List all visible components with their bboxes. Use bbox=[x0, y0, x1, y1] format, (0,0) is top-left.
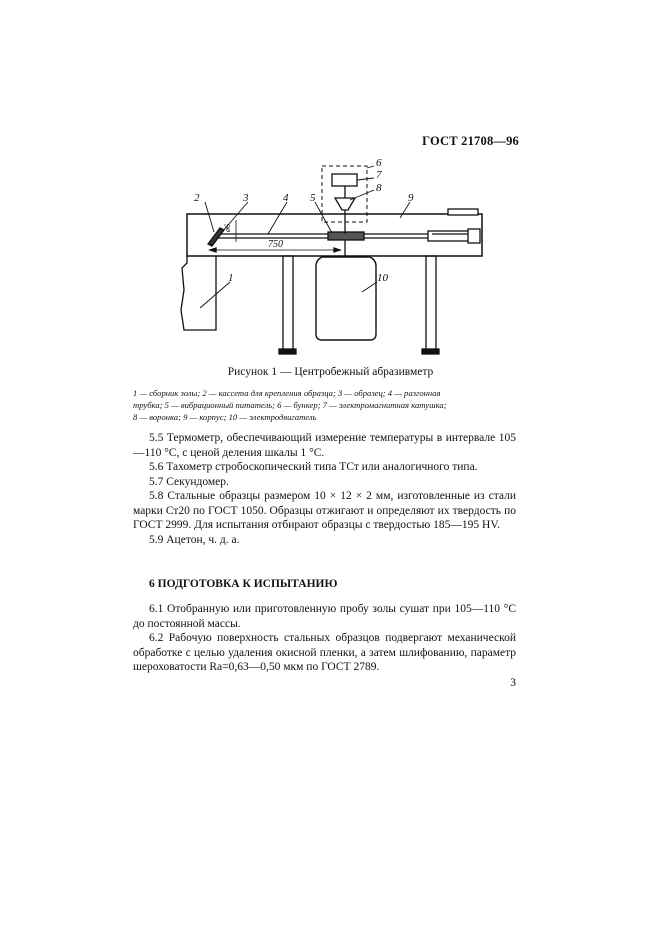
leg-left bbox=[283, 256, 293, 350]
section-5-items bbox=[133, 431, 516, 547]
paragraph-5-5: 5.5 Термометр, обеспечивающий измерение температуры в интервале 105—110 °С, с ценой деления шкалы 1 °С. bbox=[133, 432, 516, 459]
document-header-id: ГОСТ 21708—96 bbox=[422, 134, 519, 148]
legend-line: 1 — сборник золы; 2 — кассета для крепления образца; 3 — образец; 4 — разгонная bbox=[133, 388, 441, 398]
leg-right bbox=[426, 256, 436, 350]
label-1: 1 bbox=[228, 272, 234, 284]
hopper-coil bbox=[332, 174, 357, 186]
section-6-title: 6 ПОДГОТОВКА К ИСПЫТАНИЮ bbox=[149, 578, 338, 590]
label-5: 5 bbox=[310, 192, 316, 204]
section-6-items bbox=[133, 602, 516, 675]
dimension-label-750: 750 bbox=[268, 239, 283, 250]
label-3: 3 bbox=[243, 192, 249, 204]
paragraph-5-7: 5.7 Секундомер. bbox=[149, 475, 229, 488]
legend-line: 8 — воронка; 9 — корпус; 10 — электродвигатель bbox=[133, 412, 317, 422]
paragraph-5-8: 5.8 Стальные образцы размером 10 × 12 × 2 мм, изготовленные из стали марки Ст20 по ГОСТ 1050. Образцы отжигают и определяют их твердость по ГОСТ 2999. Для испытания отбирают образцы с твердостью 185—195 HV. bbox=[133, 490, 516, 531]
paragraph-6-1: 6.1 Отобранную или приготовленную пробу золы сушат при 105—110 °С до постоянной массы. bbox=[133, 603, 516, 630]
legend-line: трубка; 5 — вибрационный питатель; 6 — бункер; 7 — электромагнитная катушка; bbox=[133, 400, 447, 410]
paragraph-6-2: 6.2 Рабочую поверхность стальных образцов подвергают механической обработке с целью удаления окисной пленки, а затем шлифованию, параметр шероховатости Ra=0,63—0,50 мкм по ГОСТ 2789. bbox=[133, 632, 516, 673]
label-9: 9 bbox=[408, 192, 414, 204]
paragraph-5-6: 5.6 Тахометр стробоскопический типа ТСт или аналогичного типа. bbox=[149, 461, 478, 473]
label-7: 7 bbox=[376, 169, 382, 181]
label-4: 4 bbox=[283, 192, 289, 204]
label-8: 8 bbox=[376, 182, 382, 194]
figure-legend bbox=[133, 387, 516, 423]
funnel bbox=[335, 198, 355, 210]
dimension-label-6: ø6 bbox=[223, 224, 232, 232]
electric-motor bbox=[316, 257, 376, 340]
sample-cassette bbox=[208, 228, 224, 246]
label-2: 2 bbox=[194, 192, 200, 204]
rotor-hub bbox=[328, 232, 364, 240]
figure-caption: Рисунок 1 — Центробежный абразивметр bbox=[227, 366, 434, 378]
label-10: 10 bbox=[377, 272, 388, 284]
figure-abrasimeter-drawing bbox=[170, 150, 510, 365]
label-6: 6 bbox=[376, 157, 382, 169]
ash-collector bbox=[181, 256, 216, 330]
page-number: 3 bbox=[510, 677, 516, 689]
paragraph-5-9: 5.9 Ацетон, ч. д. а. bbox=[149, 533, 240, 546]
